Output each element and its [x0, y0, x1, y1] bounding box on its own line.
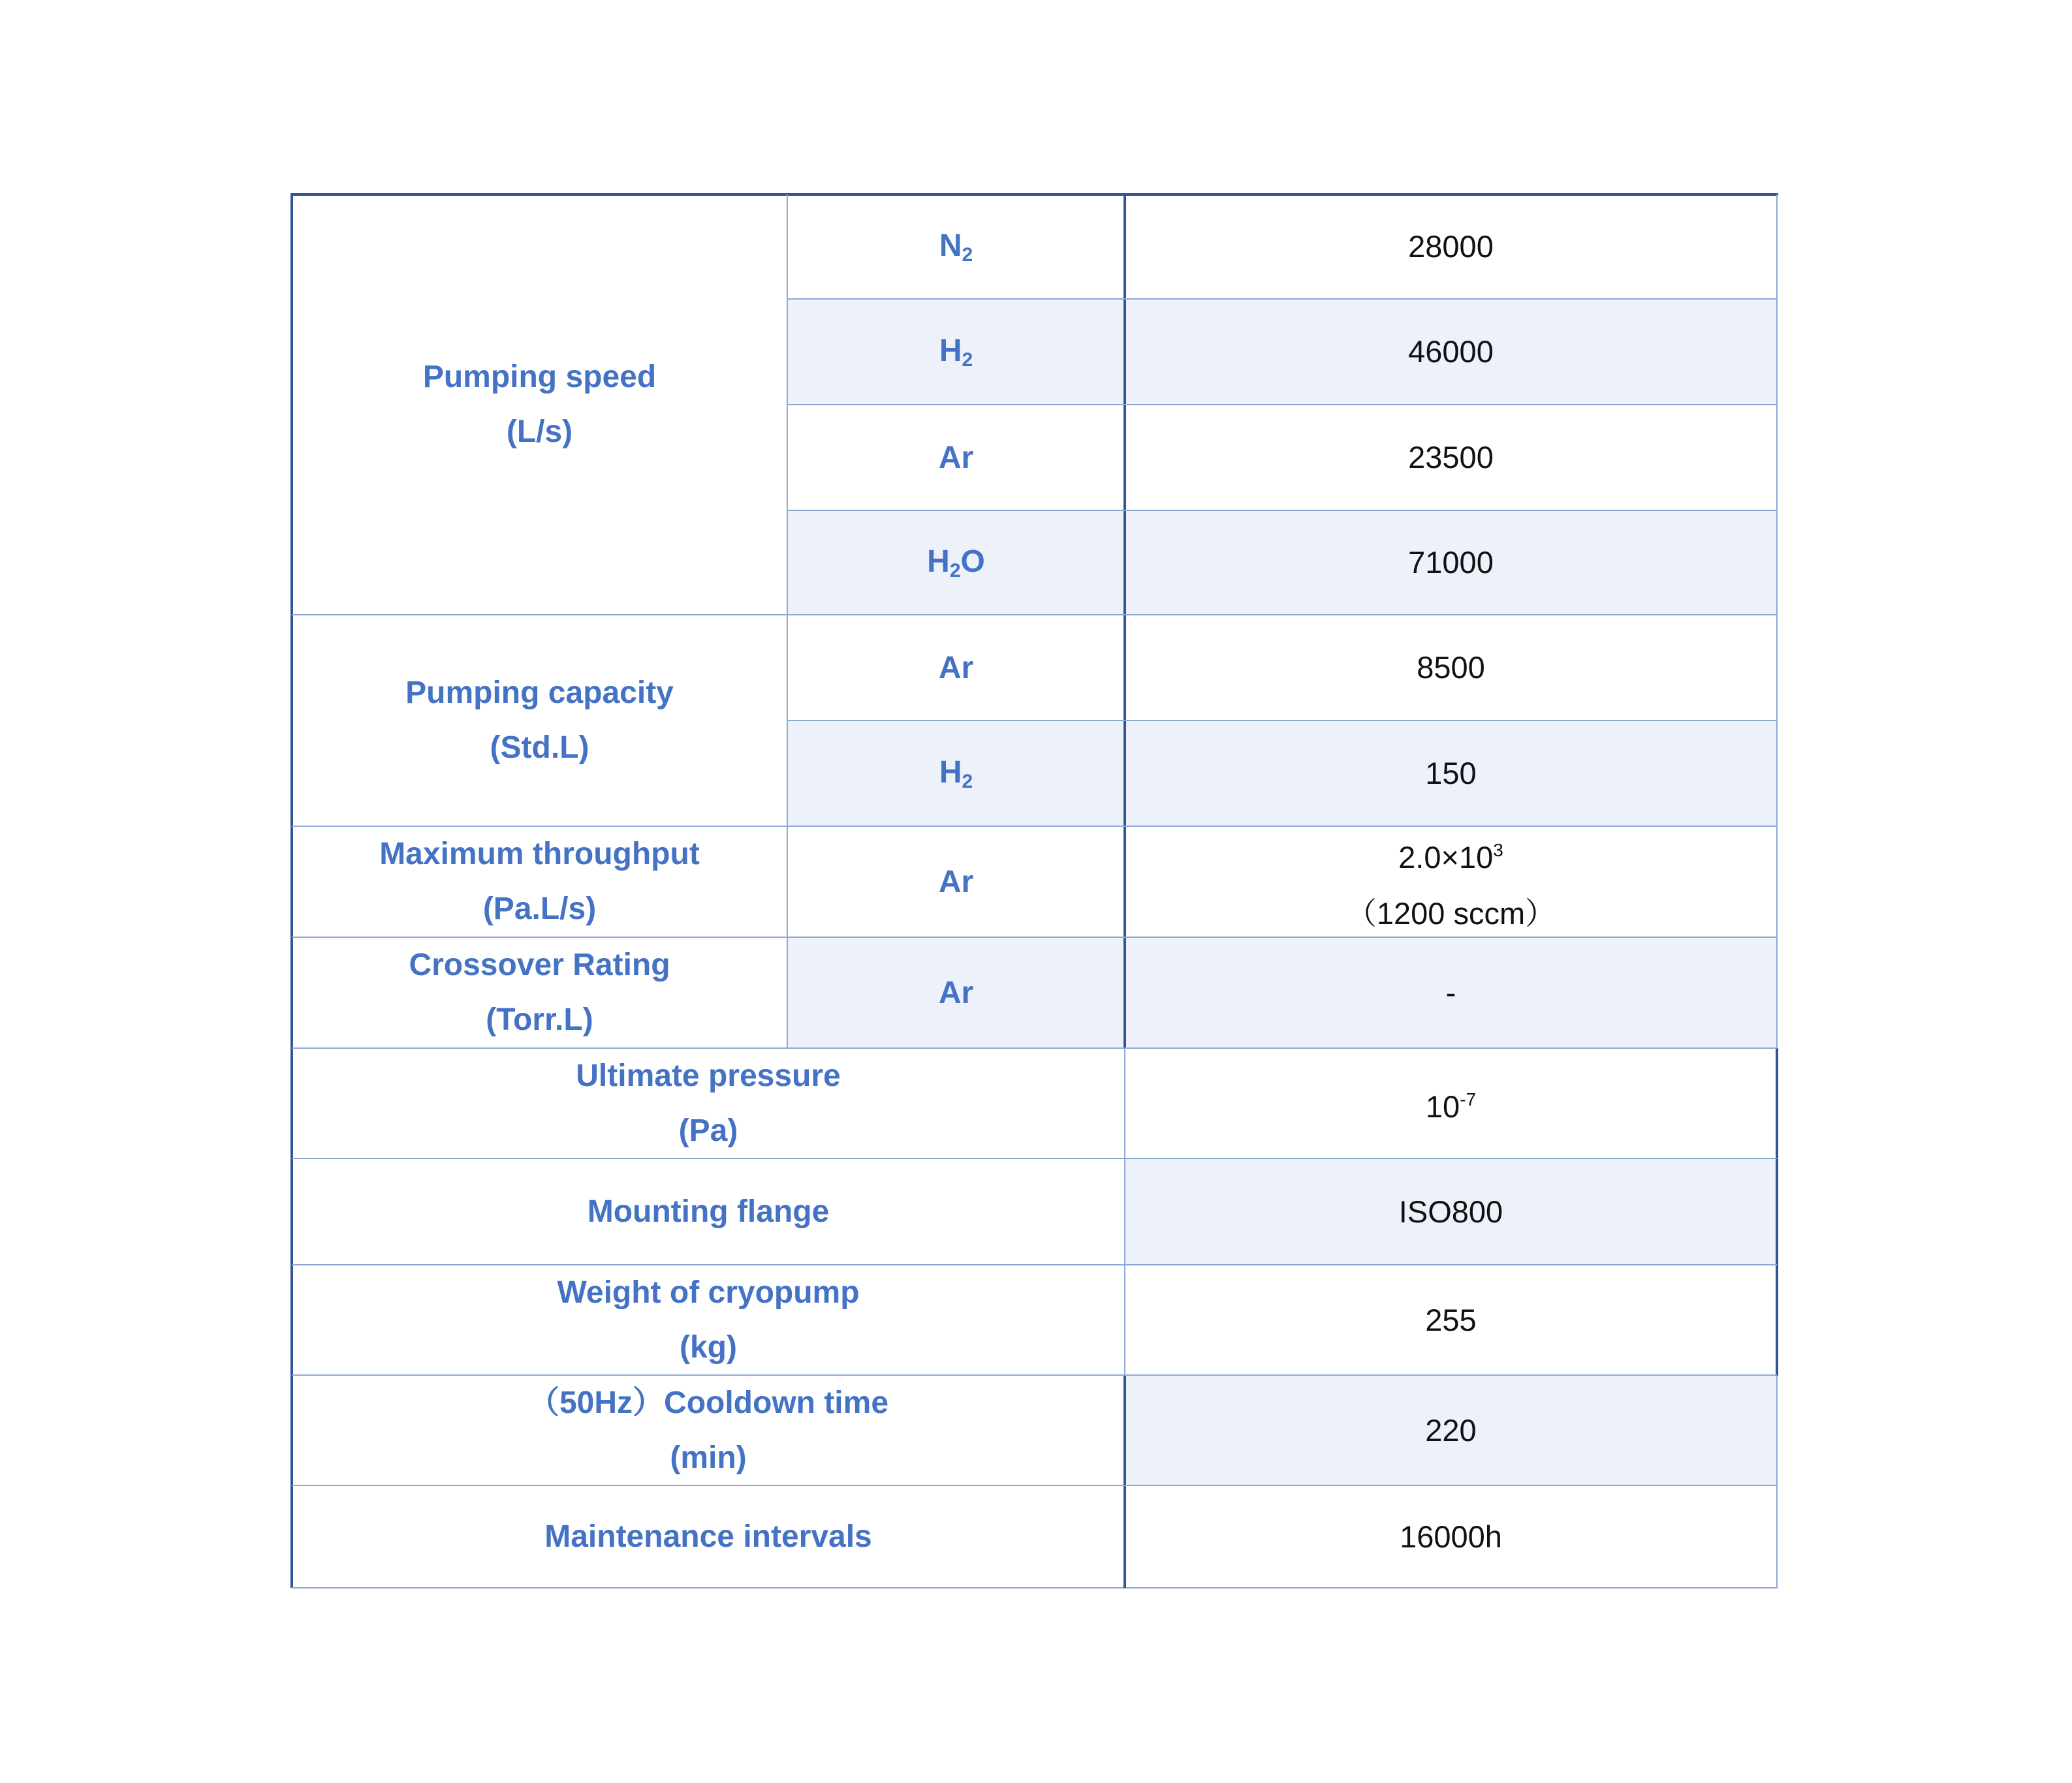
- table-border-right-dark: [1776, 1048, 1778, 1376]
- row-line: [292, 826, 1777, 827]
- label-line1: Maximum throughput: [379, 837, 700, 871]
- label-line2: (kg): [680, 1329, 737, 1365]
- label-line1: Mounting flange: [587, 1194, 830, 1229]
- value-text: 16000h: [1400, 1519, 1502, 1554]
- value-cell: [1125, 194, 1777, 299]
- row-line: [292, 1047, 1777, 1049]
- label-line1: （50Hz）Cooldown time: [527, 1385, 889, 1420]
- label-ultimate-pressure: [292, 1048, 1125, 1158]
- row-line: [292, 614, 1777, 615]
- divider-label-gas: [787, 194, 788, 1048]
- value-text: -: [1445, 975, 1456, 1010]
- gas-cell-n2: [787, 194, 1125, 299]
- label-mounting-flange: [292, 1158, 1125, 1265]
- label-cooldown-time: [292, 1375, 1125, 1485]
- label-line2: (Pa.L/s): [482, 892, 597, 926]
- value-cell: [1125, 405, 1777, 510]
- value-cell: [1125, 1265, 1777, 1375]
- gas-cell-h2: [787, 299, 1125, 405]
- value-text: 255: [1425, 1302, 1477, 1337]
- value-text: $2.0\times 10^3$: [1398, 839, 1503, 875]
- gas-formula: $H_2O$: [927, 544, 985, 581]
- table-border-top: [292, 193, 1778, 196]
- divider-gas-value: [1123, 194, 1126, 1048]
- gas-cell-ar: [787, 937, 1125, 1048]
- row-line: [292, 1485, 1777, 1486]
- table-border-right-lower: [1776, 1376, 1778, 1588]
- value-cell: [1125, 1375, 1777, 1485]
- label-line1: Crossover Rating: [409, 948, 670, 982]
- value-cell: [1125, 721, 1777, 826]
- value-text: 28000: [1408, 229, 1494, 264]
- value-cell: [1125, 1485, 1777, 1588]
- gas-cell-ar: [787, 826, 1125, 937]
- table-border-left: [290, 193, 293, 1588]
- gas-formula: Ar: [938, 440, 974, 475]
- row-line: [292, 937, 1777, 938]
- value-cell: [1125, 1158, 1777, 1265]
- value-text: 46000: [1408, 334, 1494, 369]
- label-line2: (L/s): [506, 414, 573, 449]
- value-cell: [1125, 299, 1777, 405]
- label-line1: Ultimate pressure: [576, 1058, 841, 1093]
- label-line1: Weight of cryopump: [557, 1275, 860, 1310]
- value-cell: [1125, 937, 1777, 1048]
- gas-formula: $H_2$: [939, 333, 973, 371]
- label-crossover-rating: [292, 937, 787, 1048]
- label-line1: Maintenance intervals: [544, 1519, 872, 1554]
- row-line: [292, 1264, 1777, 1265]
- gas-cell-h2o: [787, 510, 1125, 615]
- gas-formula: Ar: [938, 975, 974, 1010]
- value-cell: [1125, 510, 1777, 615]
- label-line2: (min): [670, 1440, 747, 1475]
- value-text: 8500: [1417, 650, 1485, 685]
- gas-cell-ar: [787, 615, 1125, 721]
- cryopump-spec-table: [292, 194, 1777, 1588]
- label-maximum-throughput: [292, 826, 787, 937]
- gas-formula: Ar: [938, 864, 974, 899]
- label-line2: (Torr.L): [486, 1002, 593, 1037]
- label-line2: (Std.L): [490, 730, 589, 765]
- value-text-line2: （1200 sccm）: [1345, 895, 1556, 931]
- divider-label-value: [1124, 1048, 1125, 1375]
- gas-cell-h2: [787, 721, 1125, 826]
- gas-formula: $H_2$: [939, 754, 973, 792]
- label-pumping-speed: [292, 194, 787, 615]
- value-cell: [1125, 615, 1777, 721]
- label-line1: Pumping speed: [422, 360, 657, 394]
- label-weight-of-cryopump: [292, 1265, 1125, 1375]
- row-line: [787, 720, 1777, 721]
- label-line1: Pumping capacity: [405, 675, 674, 710]
- row-line: [787, 510, 1777, 511]
- label-line2: (Pa): [678, 1113, 738, 1148]
- value-cell: [1125, 826, 1777, 937]
- value-cell: [1125, 1048, 1777, 1158]
- divider-label-value-dark: [1123, 1375, 1126, 1588]
- label-pumping-capacity: [292, 615, 787, 826]
- gas-formula: Ar: [938, 650, 974, 685]
- value-text: 23500: [1408, 440, 1494, 474]
- value-text: 71000: [1408, 545, 1494, 580]
- gas-formula: $N_2$: [939, 228, 973, 266]
- row-line: [292, 1158, 1777, 1159]
- gas-cell-ar: [787, 405, 1125, 510]
- value-text: $10^{-7}$: [1425, 1089, 1477, 1124]
- row-line: [787, 298, 1777, 300]
- value-text: 150: [1425, 756, 1477, 790]
- row-line: [787, 404, 1777, 405]
- row-line: [292, 1374, 1777, 1376]
- table-border-right: [1776, 194, 1778, 1048]
- value-text: ISO800: [1398, 1194, 1503, 1229]
- table-border-bottom: [292, 1587, 1778, 1589]
- label-maintenance-intervals: [292, 1485, 1125, 1588]
- value-text: 220: [1425, 1412, 1477, 1448]
